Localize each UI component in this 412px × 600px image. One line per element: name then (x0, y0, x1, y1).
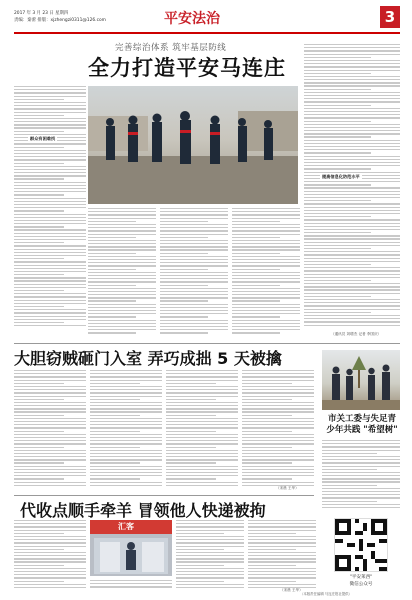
story3-column-1 (14, 520, 86, 592)
qr-caption-2: 微信公众号 (349, 582, 373, 587)
lead-kicker: 完善综治体系 筑牢基层防线 (115, 43, 227, 53)
lead-subhead-2: 提高信息化防范水平 (322, 174, 360, 179)
section-divider-1 (14, 343, 400, 344)
lead-subhead-1: 群众有困难找 (30, 136, 56, 141)
masthead-rule (14, 32, 400, 34)
page-number-badge: 3 (380, 6, 400, 28)
sidebar-photo (322, 350, 400, 410)
lead-column-2 (88, 208, 156, 340)
qr-code-icon (335, 519, 387, 571)
section-title: 平安法治 (164, 11, 220, 27)
story2-headline: 大胆窃贼砸门入室 弄巧成拙 5 天被擒 (14, 349, 282, 368)
lead-byline: （通讯员 刘增杰 记者 李国庆） (331, 332, 382, 336)
lead-column-4 (232, 208, 300, 340)
story3-byline: （宋晨 王华） (280, 588, 303, 592)
patrol-officers-illustration (88, 86, 298, 204)
qr-code[interactable] (334, 518, 388, 572)
sidebar-text (322, 440, 400, 512)
date-line: 2017 年 3 月 23 日 星期四 (14, 11, 69, 16)
lead-column-5 (304, 44, 400, 340)
lead-photo (88, 86, 298, 204)
shop-sign-text: 汇客 (118, 522, 134, 531)
story2-column-4 (242, 370, 314, 492)
lead-column-3 (160, 208, 228, 340)
story2-column-3 (166, 370, 238, 492)
section-divider-2 (14, 495, 314, 496)
footer-note: （本版责任编辑 马连庄报社提供） (300, 592, 352, 596)
story3-column-2 (176, 520, 244, 592)
story3-photo-caption-lines (90, 580, 172, 594)
lead-column-1 (14, 86, 86, 340)
editor-line: 责编：秦蕾 排版：xjzhengzi0311@126.com (14, 18, 106, 23)
story2-column-1 (14, 370, 86, 492)
story2-byline: （宋晨 王华） (276, 486, 299, 490)
masthead (14, 8, 400, 40)
sidebar-photo-caption: 市关工委与失足青少年共践 "希望树" (326, 414, 398, 435)
lead-headline: 全力打造平安马连庄 (88, 56, 286, 80)
tree-planting-illustration (322, 350, 400, 410)
story3-headline: 代收点顺手牵羊 冒领他人快递被拘 (20, 501, 266, 520)
story3-column-3 (248, 520, 316, 592)
qr-caption-1: "平安莱西" (349, 575, 373, 580)
story2-column-2 (90, 370, 162, 492)
